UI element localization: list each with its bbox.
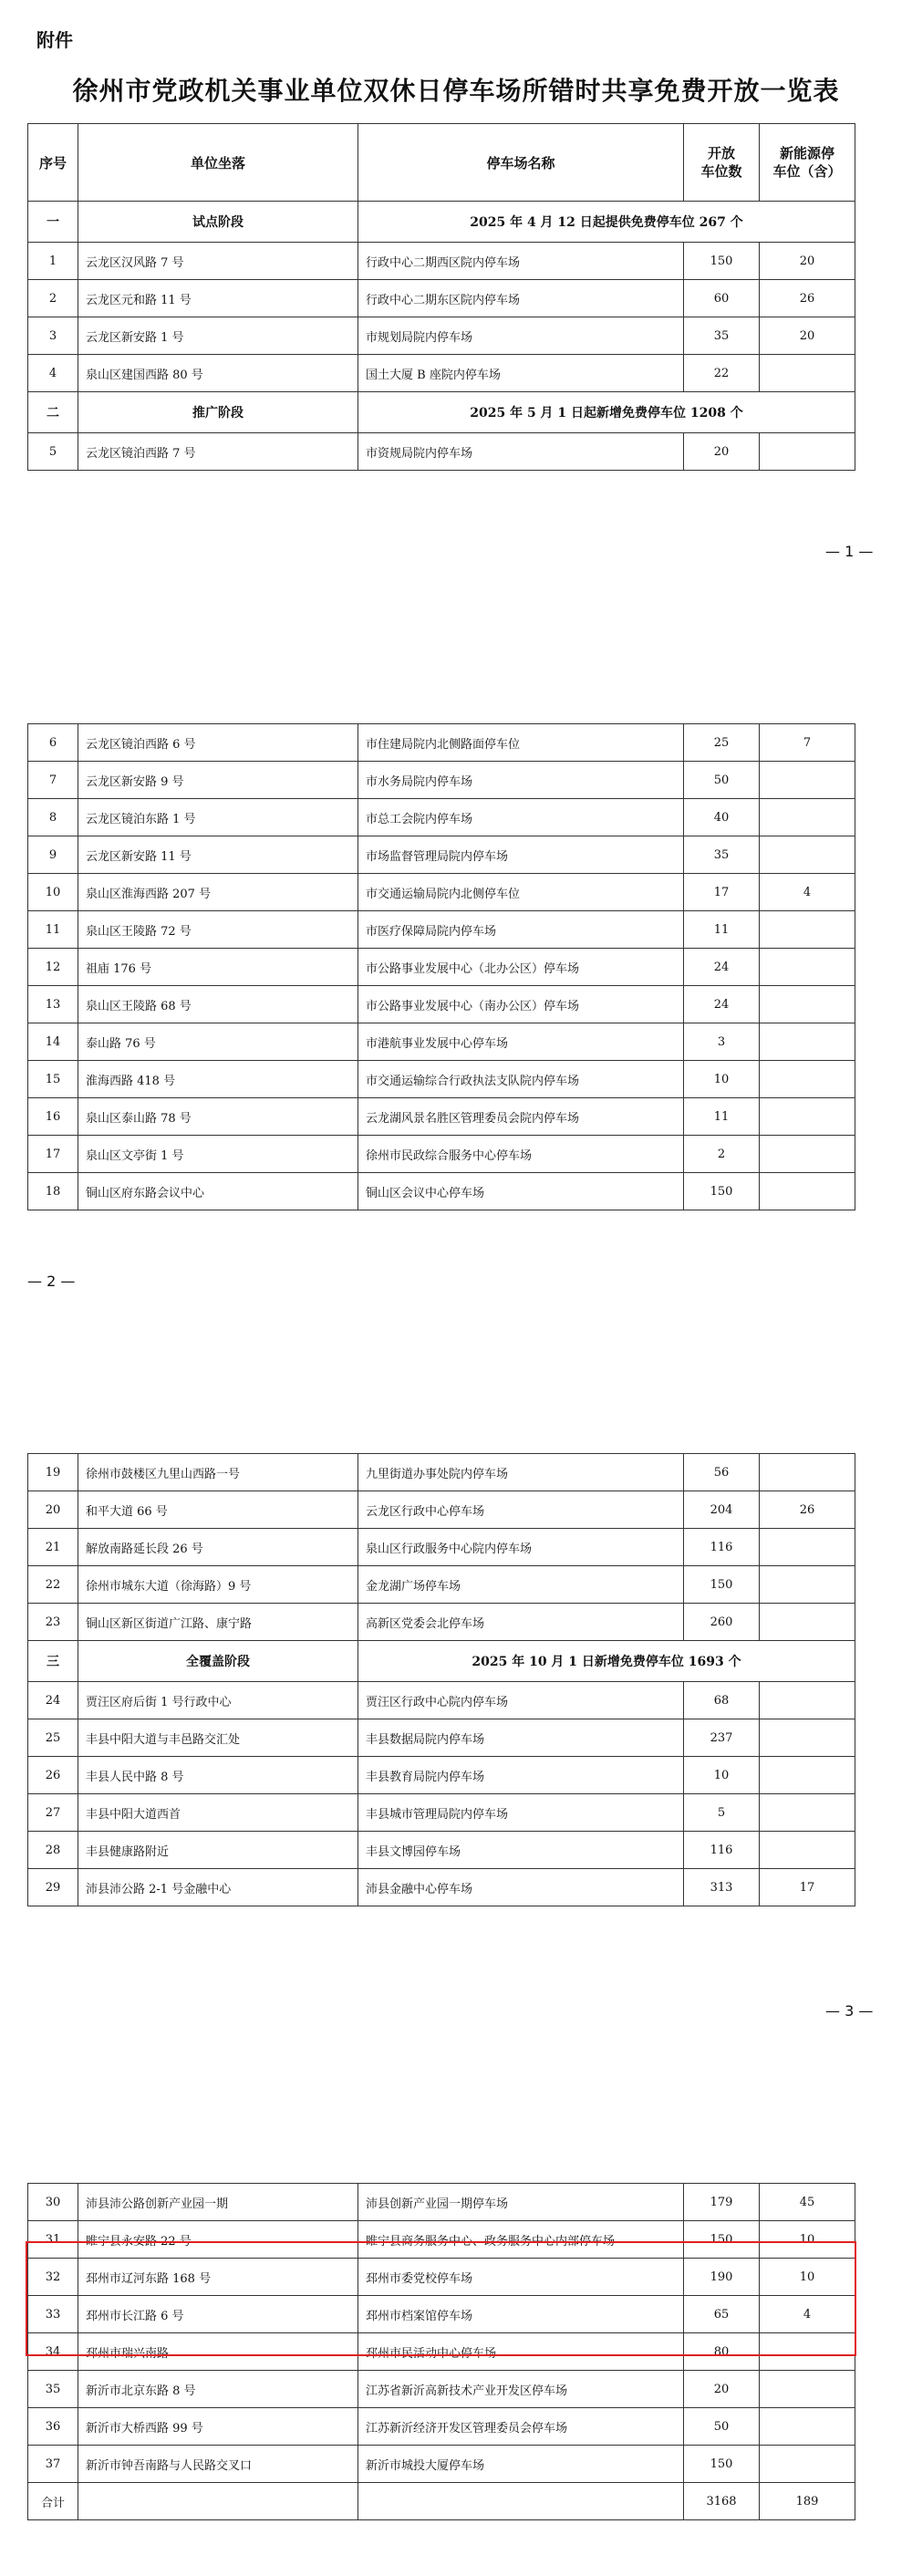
row-location: 云龙区镜泊西路 6 号 [78,724,358,762]
row-no: 3 [28,317,78,355]
row-location: 泉山区淮海西路 207 号 [78,874,358,911]
table-row [28,2184,855,2221]
row-no: 21 [28,1529,78,1566]
row-ev-spaces [760,1719,855,1757]
row-location: 徐州市鼓楼区九里山西路一号 [78,1454,358,1491]
table-row [28,1604,855,1641]
row-no: 30 [28,2184,78,2221]
row-no: 29 [28,1869,78,1906]
row-no: 20 [28,1491,78,1529]
row-open-spaces: 50 [684,2408,760,2446]
row-location: 铜山区新区街道广江路、康宁路 [78,1604,358,1641]
row-lot: 铜山区会议中心停车场 [358,1173,684,1210]
row-location: 云龙区新安路 9 号 [78,762,358,799]
row-open-spaces: 17 [684,874,760,911]
row-ev-spaces [760,1023,855,1061]
row-ev-spaces [760,433,855,471]
row-location: 邳州市辽河东路 168 号 [78,2259,358,2296]
stage-name: 推广阶段 [78,392,358,433]
table-row [28,1173,855,1210]
row-lot: 市医疗保障局院内停车场 [358,911,684,949]
table-row [28,799,855,836]
stage-desc: 2025 年 4 月 12 日起提供免费停车位 267 个 [358,202,855,243]
row-lot: 云龙湖风景名胜区管理委员会院内停车场 [358,1098,684,1136]
row-ev-spaces: 4 [760,874,855,911]
table-row [28,355,855,392]
row-lot: 市公路事业发展中心（南办公区）停车场 [358,986,684,1023]
row-lot: 市规划局院内停车场 [358,317,684,355]
row-open-spaces: 60 [684,280,760,317]
parking-table-page-1 [27,123,855,471]
table-row [28,1136,855,1173]
row-no: 37 [28,2446,78,2483]
row-open-spaces: 204 [684,1491,760,1529]
row-location: 新沂市钟吾南路与人民路交叉口 [78,2446,358,2483]
row-open-spaces: 80 [684,2333,760,2371]
row-no: 13 [28,986,78,1023]
row-open-spaces: 150 [684,1173,760,1210]
row-no: 32 [28,2259,78,2296]
row-lot: 贾汪区行政中心院内停车场 [358,1682,684,1719]
row-open-spaces: 11 [684,911,760,949]
row-lot: 市公路事业发展中心（北办公区）停车场 [358,949,684,986]
row-ev-spaces [760,2371,855,2408]
row-lot: 丰县城市管理局院内停车场 [358,1794,684,1832]
table-row [28,1566,855,1604]
row-open-spaces: 313 [684,1869,760,1906]
row-ev-spaces [760,762,855,799]
row-open-spaces: 179 [684,2184,760,2221]
row-lot: 市住建局院内北侧路面停车位 [358,724,684,762]
header-lot: 停车场名称 [358,124,684,202]
row-open-spaces: 65 [684,2296,760,2333]
row-open-spaces: 116 [684,1529,760,1566]
row-no: 18 [28,1173,78,1210]
row-ev-spaces [760,1832,855,1869]
row-ev-spaces [760,836,855,874]
table-row [28,1757,855,1794]
row-ev-spaces: 20 [760,317,855,355]
row-lot: 行政中心二期西区院内停车场 [358,243,684,280]
table-row [28,317,855,355]
table-row [28,1719,855,1757]
row-no: 17 [28,1136,78,1173]
row-open-spaces: 35 [684,836,760,874]
row-open-spaces: 11 [684,1098,760,1136]
stage-row [28,1641,855,1682]
row-location: 云龙区元和路 11 号 [78,280,358,317]
stage-desc: 2025 年 5 月 1 日起新增免费停车位 1208 个 [358,392,855,433]
row-open-spaces: 10 [684,1757,760,1794]
row-open-spaces: 20 [684,433,760,471]
row-ev-spaces: 20 [760,243,855,280]
row-no: 19 [28,1454,78,1491]
row-open-spaces: 40 [684,799,760,836]
row-no: 22 [28,1566,78,1604]
row-open-spaces: 116 [684,1832,760,1869]
table-row [28,1869,855,1906]
row-ev-spaces [760,1682,855,1719]
row-location: 沛县沛公路创新产业园一期 [78,2184,358,2221]
row-location: 沛县沛公路 2-1 号金融中心 [78,1869,358,1906]
row-ev-spaces [760,355,855,392]
stage-no: 二 [28,392,78,433]
row-open-spaces: 260 [684,1604,760,1641]
row-ev-spaces [760,1173,855,1210]
table-row [28,1491,855,1529]
row-open-spaces: 25 [684,724,760,762]
table-row [28,2371,855,2408]
row-location: 徐州市城东大道（徐海路）9 号 [78,1566,358,1604]
row-location: 邳州市瑞兴南路 [78,2333,358,2371]
row-open-spaces: 150 [684,2221,760,2259]
total-ev: 189 [760,2483,855,2520]
row-ev-spaces: 26 [760,280,855,317]
row-location: 泉山区泰山路 78 号 [78,1098,358,1136]
row-lot: 市水务局院内停车场 [358,762,684,799]
row-lot: 泉山区行政服务中心院内停车场 [358,1529,684,1566]
table-row [28,949,855,986]
row-ev-spaces: 45 [760,2184,855,2221]
row-location: 睢宁县永安路 22 号 [78,2221,358,2259]
table-row [28,1023,855,1061]
row-location: 丰县中阳大道与丰邑路交汇处 [78,1719,358,1757]
table-row [28,243,855,280]
header-ev-spaces: 新能源停 车位（含） [760,124,855,202]
stage-no: 三 [28,1641,78,1682]
page-number: — 2 — [27,1272,76,1290]
row-open-spaces: 22 [684,355,760,392]
row-lot: 市资规局院内停车场 [358,433,684,471]
row-ev-spaces [760,1098,855,1136]
row-lot: 九里街道办事处院内停车场 [358,1454,684,1491]
row-no: 1 [28,243,78,280]
stage-name: 试点阶段 [78,202,358,243]
row-ev-spaces: 4 [760,2296,855,2333]
stage-no: 一 [28,202,78,243]
row-ev-spaces [760,799,855,836]
table-row [28,874,855,911]
total-row [28,2483,855,2520]
row-lot: 邳州市民活动中心停车场 [358,2333,684,2371]
row-lot: 金龙湖广场停车场 [358,1566,684,1604]
row-no: 12 [28,949,78,986]
row-location: 云龙区新安路 1 号 [78,317,358,355]
row-location: 云龙区汉风路 7 号 [78,243,358,280]
stage-desc: 2025 年 10 月 1 日新增免费停车位 1693 个 [358,1641,855,1682]
table-row [28,836,855,874]
row-open-spaces: 20 [684,2371,760,2408]
row-lot: 沛县创新产业园一期停车场 [358,2184,684,2221]
row-no: 28 [28,1832,78,1869]
row-lot: 丰县文博园停车场 [358,1832,684,1869]
row-open-spaces: 35 [684,317,760,355]
row-lot: 徐州市民政综合服务中心停车场 [358,1136,684,1173]
row-lot: 丰县数据局院内停车场 [358,1719,684,1757]
row-no: 5 [28,433,78,471]
row-no: 36 [28,2408,78,2446]
header-open-spaces: 开放 车位数 [684,124,760,202]
row-no: 11 [28,911,78,949]
row-lot: 市场监督管理局院内停车场 [358,836,684,874]
highlight-box [26,2241,856,2356]
row-lot: 高新区党委会北停车场 [358,1604,684,1641]
row-open-spaces: 10 [684,1061,760,1098]
table-row [28,2446,855,2483]
row-open-spaces: 150 [684,1566,760,1604]
row-no: 7 [28,762,78,799]
table-row [28,2408,855,2446]
row-no: 25 [28,1719,78,1757]
table-row [28,911,855,949]
row-lot: 沛县金融中心停车场 [358,1869,684,1906]
table-row [28,1454,855,1491]
row-ev-spaces [760,1136,855,1173]
row-open-spaces: 150 [684,243,760,280]
row-lot: 市交通运输局院内北侧停车位 [358,874,684,911]
table-row [28,433,855,471]
row-location: 云龙区镜泊西路 7 号 [78,433,358,471]
row-ev-spaces [760,1794,855,1832]
row-location: 丰县健康路附近 [78,1832,358,1869]
row-no: 23 [28,1604,78,1641]
row-open-spaces: 190 [684,2259,760,2296]
row-open-spaces: 150 [684,2446,760,2483]
row-open-spaces: 56 [684,1454,760,1491]
table-row [28,986,855,1023]
row-location: 云龙区新安路 11 号 [78,836,358,874]
row-no: 24 [28,1682,78,1719]
row-ev-spaces [760,2446,855,2483]
row-ev-spaces [760,949,855,986]
row-lot: 云龙区行政中心停车场 [358,1491,684,1529]
row-ev-spaces [760,986,855,1023]
table-row [28,1098,855,1136]
row-location: 邳州市长江路 6 号 [78,2296,358,2333]
stage-row [28,202,855,243]
row-no: 27 [28,1794,78,1832]
row-open-spaces: 24 [684,949,760,986]
stage-row [28,392,855,433]
table-row [28,1529,855,1566]
row-lot: 市港航事业发展中心停车场 [358,1023,684,1061]
row-no: 9 [28,836,78,874]
row-no: 26 [28,1757,78,1794]
row-no: 4 [28,355,78,392]
row-ev-spaces [760,1604,855,1641]
table-row [28,762,855,799]
row-ev-spaces [760,2408,855,2446]
row-no: 10 [28,874,78,911]
annex-label: 附件 [36,29,73,51]
document-title: 徐州市党政机关事业单位双休日停车场所错时共享免费开放一览表 [72,76,840,106]
row-no: 34 [28,2333,78,2371]
row-lot: 邳州市委党校停车场 [358,2259,684,2296]
row-location: 新沂市大桥西路 99 号 [78,2408,358,2446]
row-lot: 丰县教育局院内停车场 [358,1757,684,1794]
row-no: 33 [28,2296,78,2333]
row-no: 2 [28,280,78,317]
row-ev-spaces: 10 [760,2221,855,2259]
table-row [28,1682,855,1719]
table-header-row [28,124,855,202]
table-row [28,280,855,317]
row-location: 新沂市北京东路 8 号 [78,2371,358,2408]
row-open-spaces: 24 [684,986,760,1023]
row-lot: 新沂市城投大厦停车场 [358,2446,684,2483]
row-open-spaces: 50 [684,762,760,799]
row-location: 祖庙 176 号 [78,949,358,986]
row-ev-spaces: 17 [760,1869,855,1906]
row-location: 泉山区王陵路 72 号 [78,911,358,949]
row-lot: 睢宁县商务服务中心、政务服务中心内部停车场 [358,2221,684,2259]
row-ev-spaces [760,1757,855,1794]
row-location: 泉山区王陵路 68 号 [78,986,358,1023]
row-ev-spaces [760,911,855,949]
row-ev-spaces [760,1566,855,1604]
row-open-spaces: 3 [684,1023,760,1061]
row-no: 15 [28,1061,78,1098]
row-open-spaces: 2 [684,1136,760,1173]
row-open-spaces: 237 [684,1719,760,1757]
row-location: 解放南路延长段 26 号 [78,1529,358,1566]
row-location: 淮海西路 418 号 [78,1061,358,1098]
row-ev-spaces: 10 [760,2259,855,2296]
row-ev-spaces: 7 [760,724,855,762]
table-row [28,1794,855,1832]
row-ev-spaces: 26 [760,1491,855,1529]
row-lot: 江苏新沂经济开发区管理委员会停车场 [358,2408,684,2446]
row-no: 31 [28,2221,78,2259]
table-row [28,1061,855,1098]
row-no: 8 [28,799,78,836]
parking-table-page-2 [27,723,855,1210]
row-ev-spaces [760,1454,855,1491]
total-open: 3168 [684,2483,760,2520]
total-label: 合计 [28,2483,78,2520]
parking-table-page-3 [27,1453,855,1906]
row-no: 16 [28,1098,78,1136]
row-ev-spaces [760,1529,855,1566]
row-lot: 行政中心二期东区院内停车场 [358,280,684,317]
row-lot: 市交通运输综合行政执法支队院内停车场 [358,1061,684,1098]
row-location: 铜山区府东路会议中心 [78,1173,358,1210]
row-lot: 市总工会院内停车场 [358,799,684,836]
header-no: 序号 [28,124,78,202]
table-row [28,1832,855,1869]
header-location: 单位坐落 [78,124,358,202]
row-no: 14 [28,1023,78,1061]
row-location: 丰县中阳大道西首 [78,1794,358,1832]
row-lot: 国土大厦 B 座院内停车场 [358,355,684,392]
row-location: 贾汪区府后街 1 号行政中心 [78,1682,358,1719]
row-location: 泉山区文亭街 1 号 [78,1136,358,1173]
row-location: 丰县人民中路 8 号 [78,1757,358,1794]
row-no: 35 [28,2371,78,2408]
row-location: 和平大道 66 号 [78,1491,358,1529]
row-location: 泉山区建国西路 80 号 [78,355,358,392]
stage-name: 全覆盖阶段 [78,1641,358,1682]
row-open-spaces: 68 [684,1682,760,1719]
row-open-spaces: 5 [684,1794,760,1832]
page-number: — 1 — [825,543,874,560]
table-row [28,724,855,762]
page-number: — 3 — [825,2002,874,2020]
row-lot: 邳州市档案馆停车场 [358,2296,684,2333]
row-location: 泰山路 76 号 [78,1023,358,1061]
row-location: 云龙区镜泊东路 1 号 [78,799,358,836]
row-lot: 江苏省新沂高新技术产业开发区停车场 [358,2371,684,2408]
row-no: 6 [28,724,78,762]
row-ev-spaces [760,1061,855,1098]
